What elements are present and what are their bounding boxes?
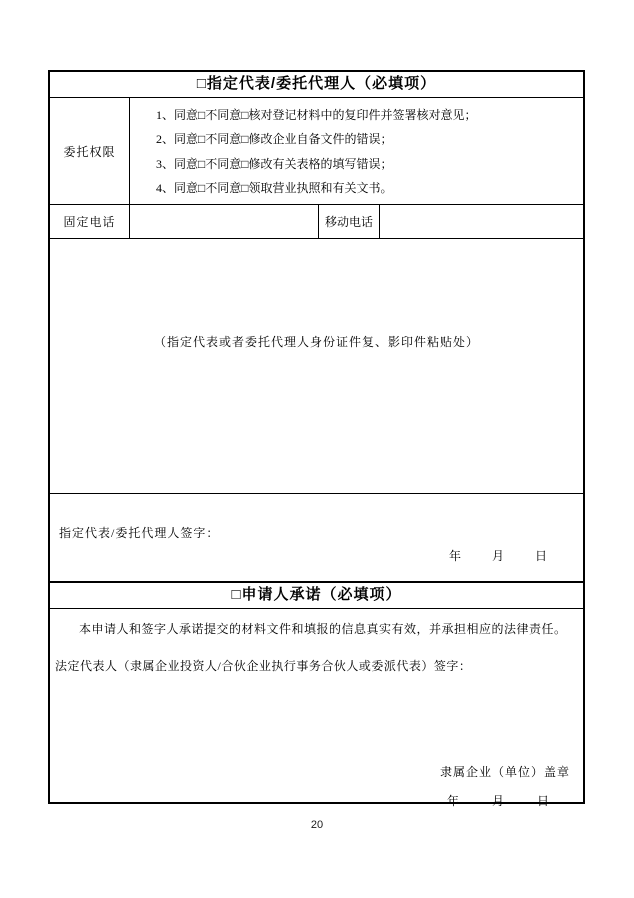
date-month-label: 月 [491, 549, 504, 563]
legal-representative-signature-label: 法定代表人（隶属企业投资人/合伙企业执行事务合伙人或委派代表）签字： [55, 659, 472, 673]
authority-items [130, 98, 583, 204]
authority-item-3: 3、同意□不同意□修改有关表格的填写错误； [156, 156, 393, 171]
authority-label: 委托权限 [50, 98, 130, 204]
page-number: 20 [310, 819, 324, 831]
seal-date-line [447, 792, 549, 809]
id-paste-area [50, 239, 583, 494]
authority-item-2: 2、同意□不同意□修改企业自备文件的错误； [156, 132, 393, 147]
date-day-label: 日 [534, 549, 547, 563]
registration-form-table [48, 70, 585, 808]
mobile-phone-value [380, 205, 583, 238]
mobile-phone-label: 移动电话 [319, 205, 380, 238]
id-paste-note: （指定代表或者委托代理人身份证件复、影印件粘贴处） [153, 335, 479, 349]
signature-date-line [449, 547, 547, 564]
phone-row [50, 205, 583, 239]
section1-title: □指定代表/委托代理人（必填项） [50, 72, 583, 98]
authority-row [50, 98, 583, 205]
date-month-label: 月 [491, 794, 504, 808]
representative-signature-row [50, 494, 583, 583]
authority-item-4: 4、同意□不同意□领取营业执照和有关文书。 [156, 181, 393, 196]
date-day-label: 日 [536, 794, 549, 808]
section2-title: □申请人承诺（必填项） [50, 583, 583, 609]
authority-item-1: 1、同意□不同意□核对登记材料中的复印件并签署核对意见； [156, 107, 477, 122]
fixed-phone-value [130, 205, 319, 238]
date-year-label: 年 [448, 549, 461, 563]
fixed-phone-label: 固定电话 [50, 205, 130, 238]
date-year-label: 年 [446, 794, 459, 808]
enterprise-seal-label: 隶属企业（单位）盖章 [439, 765, 570, 779]
applicant-commitment-body [50, 609, 583, 806]
commitment-text: 本申请人和签字人承诺提交的材料文件和填报的信息真实有效，并承担相应的法律责任。 [79, 622, 567, 636]
representative-signature-label: 指定代表/委托代理人签字： [59, 526, 220, 540]
